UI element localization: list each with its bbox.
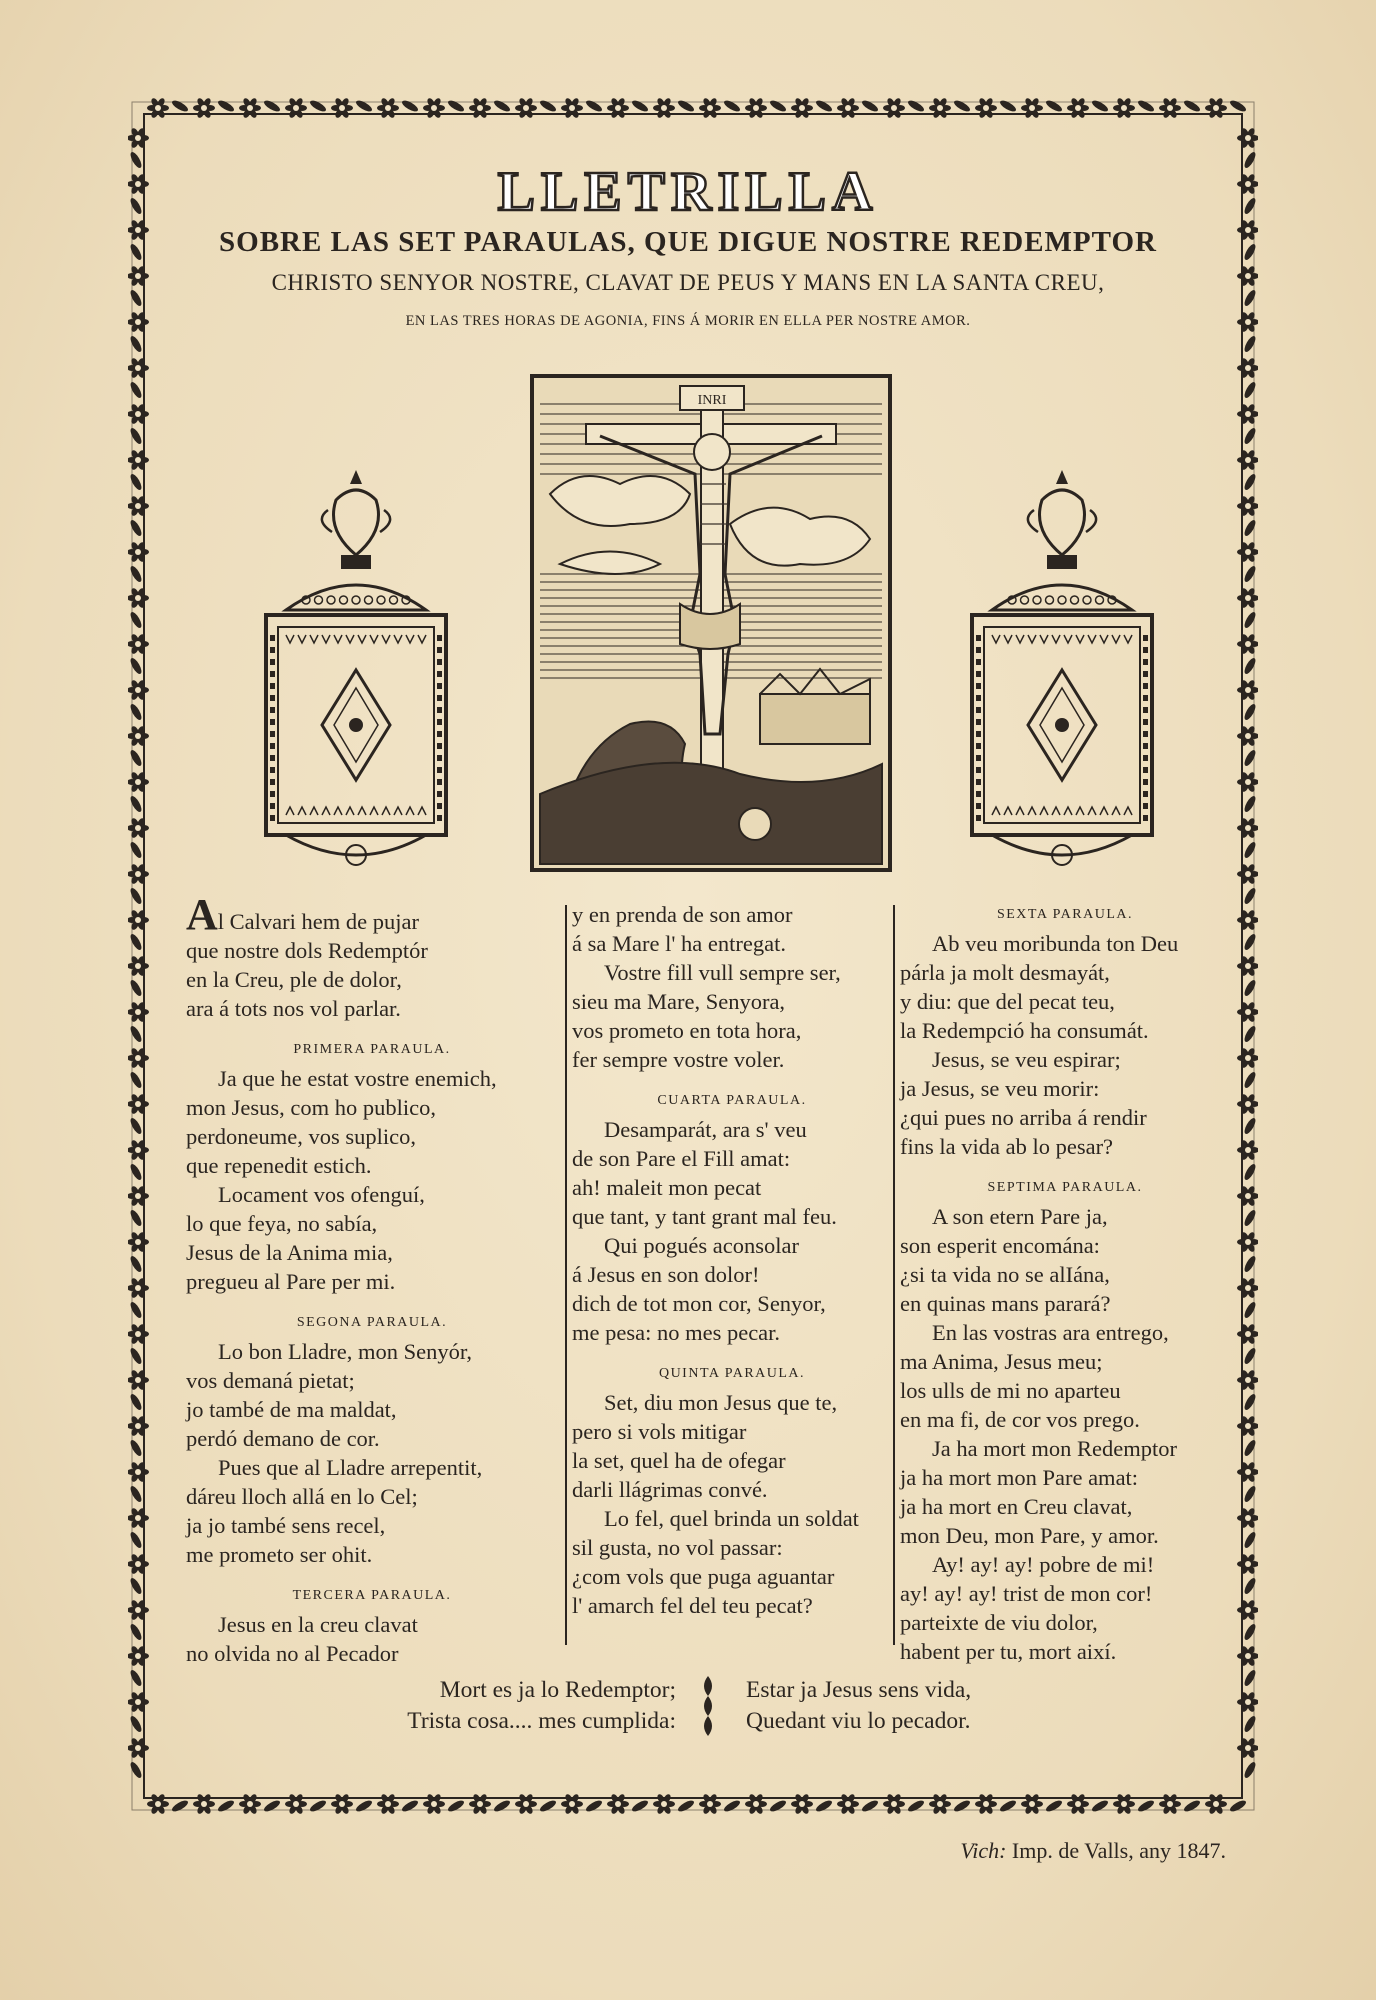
verse-line: jo també de ma maldat, — [186, 1397, 397, 1422]
verse-line: Locament vos ofenguí, — [218, 1182, 425, 1207]
verse-line: la Redempció ha consumát. — [900, 1018, 1149, 1043]
urn-ornament-right — [962, 470, 1162, 870]
paraula-heading: SEPTIMA PARAULA. — [987, 1180, 1143, 1195]
closing-line: Quedant viu lo pecador. — [746, 1708, 971, 1734]
poem-column-3 — [900, 900, 1230, 1666]
verse-line: que tant, y tant grant mal feu. — [572, 1204, 837, 1229]
verse-line: no olvida no al Pecador — [186, 1641, 399, 1666]
verse-line: A son etern Pare ja, — [932, 1204, 1108, 1229]
paraula-heading: QUINTA PARAULA. — [658, 1366, 806, 1381]
closing-line: Trista cosa.... mes cumplida: — [407, 1708, 676, 1734]
verse-line: y diu: que del pecat teu, — [900, 989, 1115, 1014]
crucifixion-woodcut — [530, 374, 892, 872]
poem-column-2 — [572, 900, 892, 1620]
verse-line: Vostre fill vull sempre ser, — [604, 960, 841, 985]
verse-line: Jesus de la Anima mia, — [186, 1240, 393, 1265]
poem-column-1 — [186, 890, 558, 1668]
verse-line: Jesus, se veu espirar; — [932, 1047, 1121, 1072]
verse-line: dich de tot mon cor, Senyor, — [572, 1291, 826, 1316]
verse-line: pregueu al Pare per mi. — [186, 1269, 396, 1294]
verse-line: Ja que he estat vostre enemich, — [218, 1066, 497, 1091]
verse-line: que repenedit estich. — [186, 1153, 372, 1178]
paraula-heading: SEGONA PARAULA. — [296, 1315, 448, 1330]
verse-line: pero si vols mitigar — [572, 1419, 747, 1444]
verse-line: Qui pogués aconsolar — [604, 1233, 799, 1258]
verse-line: vos demaná pietat; — [186, 1368, 355, 1393]
verse-line: párla ja molt desmayát, — [900, 960, 1110, 985]
verse-line: perdoneume, vos suplico, — [186, 1124, 416, 1149]
verse-line: ¿qui pues no arriba á rendir — [900, 1105, 1147, 1130]
verse-line: en quinas mans parará? — [900, 1291, 1111, 1316]
verse-line: lo que feya, no sabía, — [186, 1211, 378, 1236]
closing-line: Estar ja Jesus sens vida, — [746, 1677, 972, 1703]
paraula-heading: CUARTA PARAULA. — [657, 1093, 807, 1108]
verse-line: de son Pare el Fill amat: — [572, 1146, 791, 1171]
verse-line: Lo fel, quel brinda un soldat — [604, 1506, 859, 1531]
subtitle-line-2: CHRISTO SENYOR NOSTRE, CLAVAT DE PEUS Y MANS EN LA SANTA CREU, — [271, 270, 1105, 295]
verse-line: darli llágrimas convé. — [572, 1477, 768, 1502]
leaf-ornament-icon — [700, 1674, 716, 1738]
verse-line: mon Deu, mon Pare, y amor. — [900, 1523, 1159, 1548]
verse-line: me pesa: no mes pecar. — [572, 1320, 781, 1345]
verse-line: dáreu lloch allá en lo Cel; — [186, 1484, 418, 1509]
verse-line: ja jo també sens recel, — [186, 1513, 386, 1538]
verse-line: ¿com vols que puga aguantar — [572, 1564, 835, 1589]
verse-line: en ma fi, de cor vos prego. — [900, 1407, 1140, 1432]
imprint-text: Imp. de Valls, any 1847. — [1011, 1838, 1226, 1863]
verse-line: sieu ma Mare, Senyora, — [572, 989, 786, 1014]
verse-line: á sa Mare l' ha entregat. — [572, 931, 786, 956]
verse-line: l' amarch fel del teu pecat? — [572, 1593, 813, 1618]
verse-line: Ay! ay! ay! pobre de mi! — [932, 1552, 1155, 1577]
verse-line: mon Jesus, com ho publico, — [186, 1095, 436, 1120]
verse-line: á Jesus en son dolor! — [572, 1262, 760, 1287]
subtitle-line-3: EN LAS TRES HORAS DE AGONIA, FINS Á MORIR EN ELLA PER NOSTRE AMOR. — [405, 313, 971, 329]
verse-line: ay! ay! ay! trist de mon cor! — [900, 1581, 1153, 1606]
verse-line: Lo bon Lladre, mon Senyór, — [218, 1339, 473, 1364]
verse-line: ma Anima, Jesus meu; — [900, 1349, 1103, 1374]
verse-line: sil gusta, no vol passar: — [572, 1535, 783, 1560]
verse-line: Jesus en la creu clavat — [218, 1612, 418, 1637]
page-title: LLETRILLA — [497, 161, 879, 223]
verse-line: fins la vida ab lo pesar? — [900, 1134, 1114, 1159]
paraula-heading: TERCERA PARAULA. — [292, 1588, 452, 1603]
column-divider-2 — [893, 905, 895, 1645]
verse-line: la set, quel ha de ofegar — [572, 1448, 786, 1473]
closing-couplet-right — [746, 1675, 971, 1737]
verse-line: en la Creu, ple de dolor, — [186, 967, 402, 992]
verse-line: y en prenda de son amor — [572, 902, 793, 927]
verse-line: En las vostras ara entrego, — [932, 1320, 1169, 1345]
verse-line: ara á tots nos vol parlar. — [186, 996, 401, 1021]
verse-line: Set, diu mon Jesus que te, — [604, 1390, 838, 1415]
imprint-place: Vich: — [960, 1838, 1007, 1863]
verse-line: Ja ha mort mon Redemptor — [932, 1436, 1177, 1461]
verse-line: ja ha mort mon Pare amat: — [900, 1465, 1139, 1490]
paraula-heading: SEXTA PARAULA. — [996, 907, 1134, 922]
column-divider-1 — [565, 905, 567, 1645]
verse-line: fer sempre vostre voler. — [572, 1047, 785, 1072]
verse-line: ah! maleit mon pecat — [572, 1175, 762, 1200]
verse-line: Pues que al Lladre arrepentit, — [218, 1455, 483, 1480]
printer-imprint — [960, 1838, 1226, 1864]
closing-couplet-left — [407, 1675, 676, 1737]
verse-line: parteixte de viu dolor, — [900, 1610, 1098, 1635]
verse-line: Desamparát, ara s' veu — [604, 1117, 807, 1142]
paraula-heading: PRIMERA PARAULA. — [293, 1042, 451, 1057]
closing-line: Mort es ja lo Redemptor; — [439, 1677, 676, 1703]
urn-ornament-left — [256, 470, 456, 870]
verse-line: Ab veu moribunda ton Deu — [932, 931, 1179, 956]
verse-line: vos prometo en tota hora, — [572, 1018, 802, 1043]
verse-line: ja ha mort en Creu clavat, — [900, 1494, 1133, 1519]
verse-line: los ulls de mi no aparteu — [900, 1378, 1121, 1403]
verse-line: ¿si ta vida no se alIána, — [900, 1262, 1110, 1287]
verse-line: que nostre dols Redemptór — [186, 938, 428, 963]
inri-inscription: INRI — [697, 393, 727, 408]
verse-text: l Calvari hem de pujar — [217, 909, 419, 934]
verse-line: ja Jesus, se veu morir: — [900, 1076, 1100, 1101]
verse-line-dropcap — [186, 890, 558, 939]
verse-line: son esperit encomána: — [900, 1233, 1100, 1258]
verse-line: habent per tu, mort així. — [900, 1639, 1117, 1664]
subtitle-line-1: SOBRE LAS SET PARAULAS, QUE DIGUE NOSTRE REDEMPTOR — [219, 226, 1157, 258]
drop-cap: A — [186, 890, 218, 939]
verse-line: perdó demano de cor. — [186, 1426, 380, 1451]
verse-line: me prometo ser ohit. — [186, 1542, 373, 1567]
